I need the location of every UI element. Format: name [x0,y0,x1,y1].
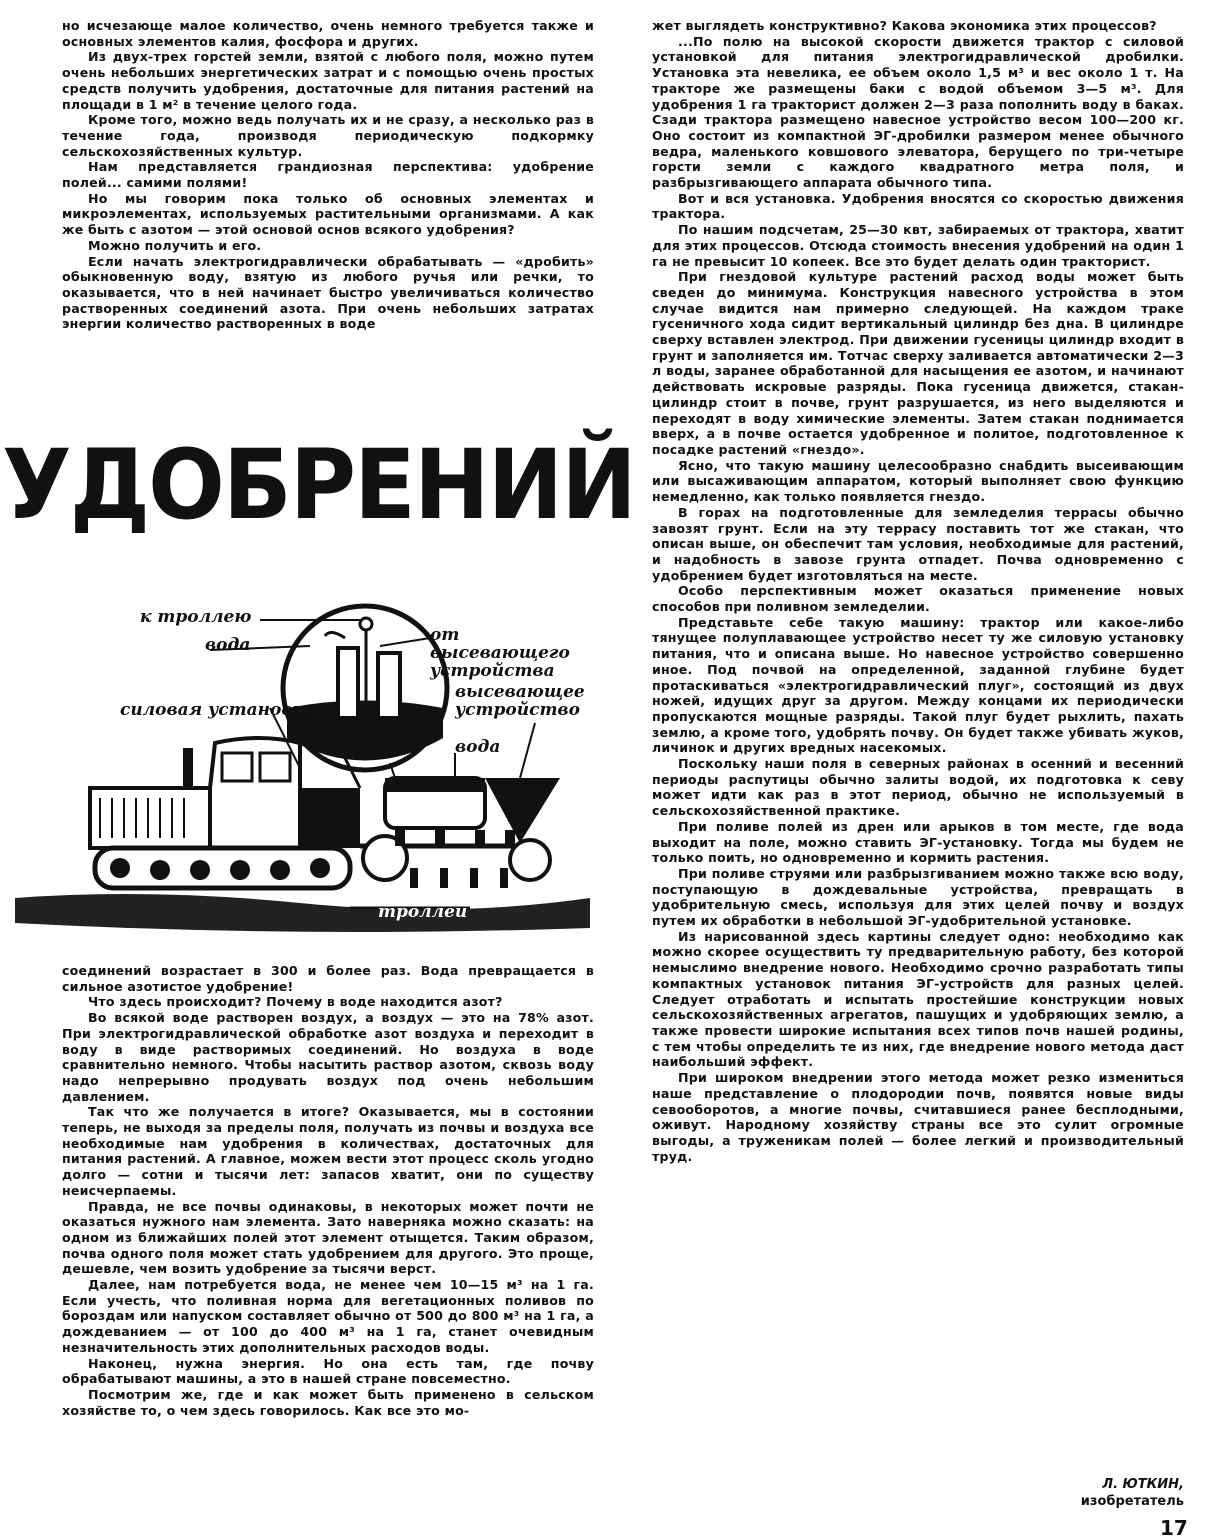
paragraph: Ясно, что такую машину целесообразно снабдить высеивающим или высаживающим аппаратом, который выполняет свою функцию немедленно, как только появляется гнездо. [652,457,1184,505]
paragraph: Но мы говорим пока только об основных элементах и микроэлементах, используемых растительными организмами. А как же быть с азотом — этой основой основ всякого удобрения? [62,190,594,238]
paragraph: Наконец, нужна энергия. Но она есть там, где почву обрабатывают машины, а это в нашей стране повсеместно. [62,1355,594,1387]
paragraph: соединений возрастает в 300 и более раз. Вода превращается в сильное азотистое удобрение! [62,963,594,994]
paragraph: Если начать электрогидравлически обрабатывать — «дробить» обыкновенную воду, взятую из любого ручья или речки, то оказывается, что в ней начинает быстро увеличиваться количество растворенных соединений азота. При очень небольших затратах энергии количество растворенных в воде [62,253,594,332]
author-name: Л. ЮТКИН, [1102,1477,1184,1492]
tractor-illustration [0,598,610,943]
page-number: 17 [1160,1516,1188,1540]
label-power-unit: силовая установка [120,700,316,720]
label-from-seeder: от высевающего устройства [430,625,570,681]
paragraph: Правда, не все почвы одинаковы, в некоторых может почти не оказаться нужного нам элемента. Зато наверняка можно сказать: на одном из ближайших полей этот элемент отыщется. Таким образом, почва одного поля может стать удобрением для другого. Это проще, дешевле, чем возить удобрение за тысячи верст. [62,1198,594,1277]
paragraph: Нам представляется грандиозная перспектива: удобрение полей... самими полями! [62,159,594,191]
paragraph: При широком внедрении этого метода может резко измениться наше представление о плодородии почв, появятся новые виды севооборотов, а многие почвы, считавшиеся ранее бесплодными, оживут. Народному хозяйству страны все это сулит огромные выгоды, а труженикам полей — более легкий и производительный труд. [652,1070,1184,1164]
paragraph: При поливе струями или разбрызгиванием можно также всю воду, поступающую в дождевальные устройства, превращать в удобрительную смесь, используя для этих целей почву и воздух путем их обработки в небольшой ЭГ-удобрительной установке. [652,865,1184,929]
paragraph: Можно получить и его. [88,237,262,253]
paragraph: Поскольку наши поля в северных районах в осенний и весенний периоды распутицы обычно залиты водой, их подготовка к севу может идти как раз в этот период, обычно не используемый в сельскохозяйственной практике. [652,756,1184,819]
author-signature [940,1476,1184,1510]
paragraph: Кроме того, можно ведь получать их и не сразу, а несколько раз в течение года, производя периодическую подкормку сельскохозяйственных культур. [62,112,594,159]
paragraph: Представьте себе такую машину: трактор или какое-либо тянущее полуплавающее устройство несет ту же силовую установку питания, что и описана выше. Но навесное устройство совершенно иное. Под почвой на определенной, заданной глубине будет протаскиваться «электрогидравлический плуг», состоящий из двух ножей, идущих друг за другом. Между концами их периодически пропускаются мощные разряды. Такой плуг будет рыхлить, пахать землю, а кроме того, удобрять почву. Он будет также убивать жуков, личинок и других вредных насекомых. [652,614,1184,756]
label-to-trolley: к троллею [140,607,252,627]
paragraph: Во всякой воде растворен воздух, а воздух — это на 78% азот. При электрогидравлической обработке азот воздуха и переходит в воду в виде растворимых соединений. Но воздуха в воде сравнительно немного. Чтобы насытить раствор азотом, сквозь воду надо непрерывно продувать воздух под очень небольшим давлением. [62,1010,594,1104]
paragraph: Из двух-трех горстей земли, взятой с любого поля, можно путем очень небольших энергетических затрат и с помощью очень простых средств получить удобрения, достаточные для питания растений на площади в 1 м² в течение целого года. [62,49,594,112]
paragraph: ...По полю на высокой скорости движется трактор с силовой установкой для питания электрогидравлической дробилки. Установка эта невелика, ее объем около 1,5 м³ и вес около 1 т. На тракторе же размещены баки с водой объемом 3—5 м³. Для удобрения 1 га тракторист должен 2—3 раза пополнить воду в баках. Сзади трактора размещено навесное устройство весом 100—200 кг. Оно состоит из компактной ЭГ-дробилки размером менее обычного ведра, маленького ковшового элеватора, берущего по три-четыре горсти земли с каждого квадратного метра поля, и разбрызгивающего аппарата обычного типа. [652,33,1184,191]
label-water-right: вода [455,737,501,757]
paragraph: жет выглядеть конструктивно? Какова экономика этих процессов? [652,18,1157,33]
label-seeder: высевающее устройство [455,682,585,720]
paragraph: Вот и вся установка. Удобрения вносятся со скоростью движения трактора. [652,190,1184,222]
left-column-top [62,18,594,332]
paragraph: Что здесь происходит? Почему в воде находится азот? [88,994,503,1010]
paragraph: Далее, нам потребуется вода, не менее чем 10—15 м³ на 1 га. Если учесть, что поливная норма для вегетационных поливов по бороздам или напуском составляет обычно от 500 до 800 м³ на 1 га, а дождеванием — от 100 до 400 м³ на 1 га, станет очевидным незначительность этих дополнительных расходов воды. [62,1277,594,1355]
label-trolley-bottom: троллей [378,902,468,922]
paragraph: Из нарисованной здесь картины следует одно: необходимо как можно скорее осуществить ту предварительную работу, без которой немыслимо внедрение нового. Необходимо срочно разработать типы компактных установок питания ЭГ-устройств для разных целей. Следует отработать и испытать простейшие конструкции новых сельскохозяйственных агрегатов, пашущих и удобряющих землю, а также провести широкие испытания всех типов почв нашей родины, с тем чтобы определить те из них, где внедрение нового метода даст наибольший эффект. [652,928,1184,1070]
paragraph: В горах на подготовленные для земледелия террасы обычно завозят грунт. Если на эту террасу поставить тот же стакан, что описан выше, он обеспечит там условия, необходимые для растений, и надобность в завозе грунта отпадет. Почва одновременно с удобрением будет изготовляться на месте. [652,504,1184,583]
paragraph: По нашим подсчетам, 25—30 квт, забираемых от трактора, хватит для этих процессов. Отсюда стоимость внесения удобрений на один 1 га не превысит 10 копеек. Все это будет делать один тракторист. [652,222,1184,269]
paragraph: При гнездовой культуре растений расход воды может быть сведен до минимума. Конструкция навесного устройства в этом случае видится нам примерно следующей. На каждом траке гусеничного хода сидит вертикальный цилиндр без дна. В цилиндре сверху вставлен электрод. При движении гусеницы цилиндр входит в грунт и заполняется им. Тотчас сверху заливается автоматически 2—3 л воды, заранее обработанной для насыщения ее азотом, и начинают действовать искровые разряды. Пока гусеница движется, стакан-цилиндр стоит в почве, грунт разрушается, из него выделяются и переходят в воду химические элементы. Затем стакан поднимается вверх, а в почве остается удобренное и политое, подготовленное к посадке растений «гнездо». [652,269,1184,457]
left-column-bottom [62,963,594,1418]
paragraph: Так что же получается в итоге? Оказывается, мы в состоянии теперь, не выходя за пределы поля, получать из почвы и воздуха все необходимые нам удобрения в количествах, достаточных для питания растений. А главное, можем вести этот процесс сколь угодно долго — сотни и тысячи лет: запасов хватит, они по существу неисчерпаемы. [62,1104,594,1198]
headline: УДОБРЕНИЙ [2,429,635,541]
right-column [652,18,1184,1164]
paragraph: Особо перспективным может оказаться применение новых способов при поливном земледелии. [652,583,1184,615]
paragraph: но исчезающе малое количество, очень немного требуется также и основных элементов калия, фосфора и других. [62,18,594,49]
paragraph: При поливе полей из дрен или арыков в том месте, где вода выходит на поле, можно ставить ЭГ-установку. Тогда мы будем не только поить, но одновременно и кормить растения. [652,818,1184,866]
label-water-top: вода [205,635,251,655]
paragraph: Посмотрим же, где и как может быть применено в сельском хозяйстве то, о чем здесь говорилось. Как все это мо- [62,1386,594,1418]
author-title: изобретатель [1080,1494,1184,1509]
